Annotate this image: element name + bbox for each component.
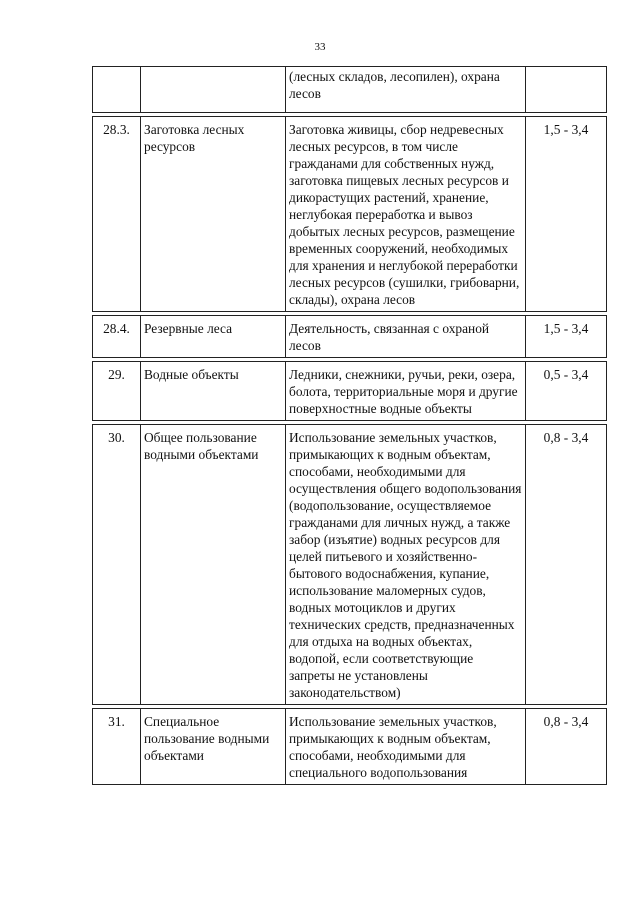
table-row — [93, 67, 607, 113]
row-number: 28.3. — [93, 117, 141, 312]
row-description: (лесных складов, лесопилен), охрана лесов — [286, 67, 526, 113]
row-name: Общее пользование водными объектами — [141, 425, 286, 705]
table-row — [93, 316, 607, 358]
row-name: Резервные леса — [141, 316, 286, 358]
row-name: Заготовка лесных ресурсов — [141, 117, 286, 312]
row-number: 30. — [93, 425, 141, 705]
row-coefficient: 0,5 - 3,4 — [526, 362, 607, 421]
row-number: 31. — [93, 709, 141, 785]
row-description: Деятельность, связанная с охраной лесов — [286, 316, 526, 358]
row-coefficient: 0,8 - 3,4 — [526, 709, 607, 785]
row-number — [93, 67, 141, 113]
row-description: Использование земельных участков, примыкающих к водным объектам, способами, необходимыми для осуществления общего водопользования (водопользование, осуществляемое гражданами для личных нужд, а также забор (изъятие) водных ресурсов для целей питьевого и хозяйственно-бытового водоснабжения, купание, использование маломерных судов, водных мотоциклов и других технических средств, предназначенных для отдыха на водных объектах, водопой, если соответствующие запреты не установлены законодательством) — [286, 425, 526, 705]
row-description: Использование земельных участков, примыкающих к водным объектам, способами, необходимыми для специального водопользования — [286, 709, 526, 785]
land-use-table — [92, 66, 607, 785]
table-row — [93, 362, 607, 421]
table-row — [93, 425, 607, 705]
row-name — [141, 67, 286, 113]
row-coefficient: 1,5 - 3,4 — [526, 117, 607, 312]
row-coefficient: 1,5 - 3,4 — [526, 316, 607, 358]
row-description: Ледники, снежники, ручьи, реки, озера, болота, территориальные моря и другие поверхностные водные объекты — [286, 362, 526, 421]
row-name: Специальное пользование водными объектами — [141, 709, 286, 785]
table-row — [93, 117, 607, 312]
row-name: Водные объекты — [141, 362, 286, 421]
row-coefficient: 0,8 - 3,4 — [526, 425, 607, 705]
page-number: 33 — [314, 41, 326, 53]
row-coefficient — [526, 67, 607, 113]
table-row — [93, 709, 607, 785]
row-description: Заготовка живицы, сбор недревесных лесных ресурсов, в том числе гражданами для собственных нужд, заготовка пищевых лесных ресурсов и дикорастущих растений, хранение, неглубокая переработка и вывоз добытых лесных ресурсов, размещение временных сооружений, необходимых для хранения и неглубокой переработки лесных ресурсов (сушилки, грибоварни, склады), охрана лесов — [286, 117, 526, 312]
row-number: 29. — [93, 362, 141, 421]
row-number: 28.4. — [93, 316, 141, 358]
